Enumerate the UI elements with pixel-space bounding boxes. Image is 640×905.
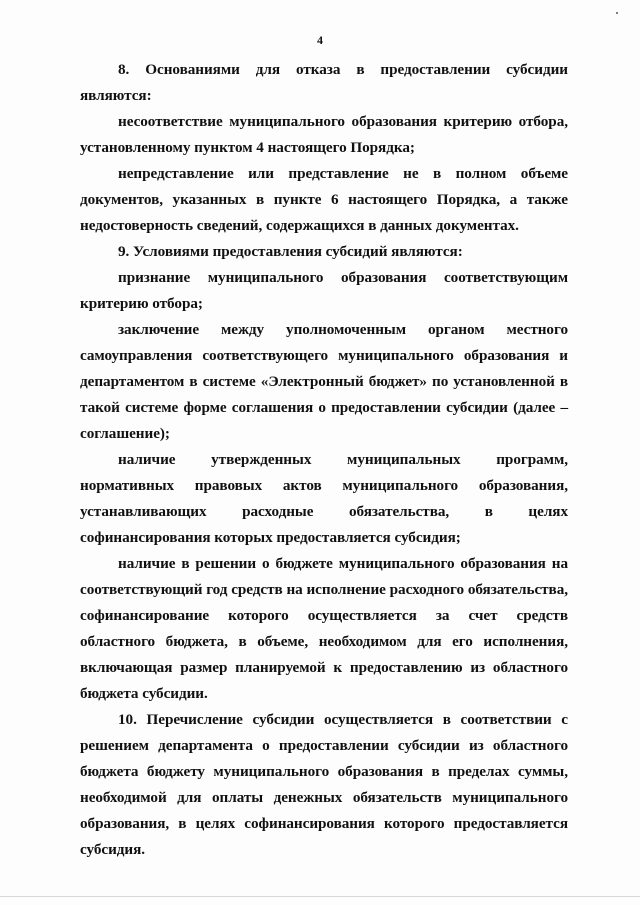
paragraph-9-condition-1: признание муниципального образования соответствующим критерию отбора; <box>80 269 568 312</box>
paragraph-8-heading: 8. Основаниями для отказа в предоставлении субсидии являются: <box>80 61 568 104</box>
paragraph-9-condition-3: наличие утвержденных муниципальных программ, нормативных правовых актов муниципального образования, устанавливающих расходные обязательства, в целях софинансирования которых предоставляется субсидия; <box>80 451 568 546</box>
paragraph-10: 10. Перечисление субсидии осуществляется в соответствии с решением департамента о предоставлении субсидии из областного бюджета бюджету муниципального образования в пределах суммы, необходимой для оплаты денежных обязательств муниципального образования, в целях софинансирования которого предоставляется субсидия. <box>80 711 568 858</box>
paragraph-8-reason-2: непредставление или представление не в полном объеме документов, указанных в пункте 6 настоящего Порядка, а также недостоверность сведений, содержащихся в данных документах. <box>80 165 568 234</box>
scan-speck <box>616 12 618 14</box>
paragraph-8-reason-1: несоответствие муниципального образования критерию отбора, установленному пунктом 4 настоящего Порядка; <box>80 113 568 156</box>
document-body <box>80 57 568 863</box>
paragraph-9-condition-4: наличие в решении о бюджете муниципального образования на соответствующий год средств на исполнение расходного обязательства, софинансирование которого осуществляется за счет средств областного бюджета, в объеме, необходимом для его исполнения, включающая размер планируемой к предоставлению из областного бюджета субсидии. <box>80 555 568 702</box>
paragraph-9-heading: 9. Условиями предоставления субсидий являются: <box>118 243 463 260</box>
page-bottom-edge <box>0 896 640 897</box>
paragraph-9-condition-2: заключение между уполномоченным органом местного самоуправления соответствующего муниципального образования и департаментом в системе «Электронный бюджет» по установленной в такой системе форме соглашения о предоставлении субсидии (далее – соглашение); <box>80 321 568 442</box>
page-number: 4 <box>317 33 323 47</box>
